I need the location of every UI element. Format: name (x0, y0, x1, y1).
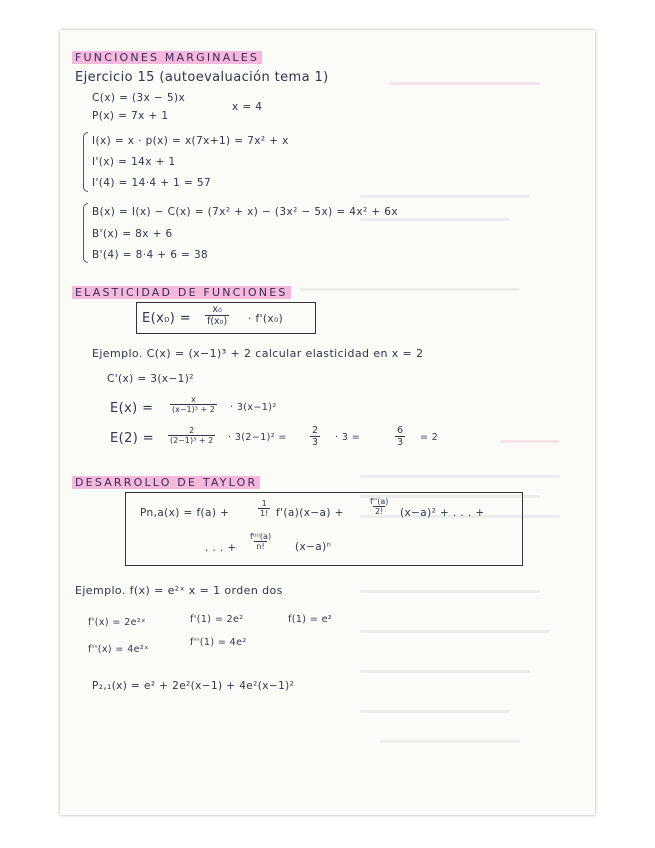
taylor-formula-box (125, 492, 523, 566)
bleed-through-mark (360, 590, 540, 593)
taylor-line1-end: (x−a)² + . . . + (400, 507, 485, 519)
elasticity-e2-left: E(2) = (110, 431, 155, 446)
fraction-numerator: f''(a) (370, 497, 389, 506)
elasticity-e2-end: = 2 (420, 432, 439, 443)
fraction-numerator: 6 (397, 425, 404, 436)
section-title-elasticidad: ELASTICIDAD DE FUNCIONES (72, 281, 291, 300)
fraction-numerator: 1 (261, 499, 267, 508)
fraction-denominator: (2−1)³ + 2 (170, 436, 214, 445)
income-line-1: I(x) = x · p(x) = x(7x+1) = 7x² + x (92, 135, 289, 147)
elasticity-derivative: C'(x) = 3(x−1)² (107, 373, 194, 385)
bleed-through-mark (360, 670, 530, 673)
taylor-line2-start: . . . + (205, 542, 237, 554)
taylor-line1-mid: f'(a)(x−a) + (276, 507, 344, 519)
fraction-denominator: (x−1)³ + 2 (172, 405, 215, 414)
brace (83, 132, 88, 192)
bleed-through-mark (500, 440, 560, 443)
taylor-derivative-2: f''(x) = 4e²ˣ (88, 644, 149, 655)
taylor-fraction-1 (258, 499, 270, 518)
elasticity-e-fraction (170, 395, 217, 414)
bleed-through-mark (390, 82, 540, 85)
notebook-page (60, 30, 595, 815)
taylor-line1-start: Pn,a(x) = f(a) + (140, 507, 230, 519)
exercise-heading: Ejercicio 15 (autoevaluación tema 1) (75, 70, 329, 85)
taylor-line2-end: (x−a)ⁿ (295, 541, 332, 553)
elasticity-e2-fraction-2 (310, 425, 320, 448)
elasticity-e2-mid-2: · 3 = (335, 432, 361, 443)
income-line-2: I'(x) = 14x + 1 (92, 156, 176, 168)
cost-function: C(x) = (3x − 5)x (92, 92, 186, 104)
profit-line-2: B'(x) = 8x + 6 (92, 228, 173, 240)
x-value: x = 4 (232, 101, 263, 113)
taylor-fraction-n (248, 532, 273, 551)
fraction-denominator: 2! (375, 507, 384, 516)
brace (83, 203, 88, 263)
elasticity-example: Ejemplo. C(x) = (x−1)³ + 2 calcular elasticidad en x = 2 (92, 347, 424, 360)
fraction-numerator: 2 (189, 426, 195, 435)
elasticity-e2-mid: · 3(2−1)² = (228, 432, 287, 443)
income-line-3: I'(4) = 14·4 + 1 = 57 (92, 177, 212, 189)
fraction-denominator: 3 (397, 437, 404, 448)
bleed-through-mark (300, 288, 520, 291)
bleed-through-mark (360, 475, 560, 478)
fraction-denominator: n! (256, 542, 265, 551)
taylor-function-value: f(1) = e² (288, 614, 333, 625)
bleed-through-mark (360, 195, 530, 198)
profit-line-3: B'(4) = 8·4 + 6 = 38 (92, 249, 209, 261)
section-title-taylor: DESARROLLO DE TAYLOR (72, 471, 260, 490)
taylor-example: Ejemplo. f(x) = e²ˣ x = 1 orden dos (75, 584, 283, 597)
fraction-numerator: x (191, 395, 196, 404)
fraction-denominator: 3 (312, 437, 319, 448)
bleed-through-mark (360, 218, 510, 221)
taylor-derivative-2-value: f''(1) = 4e² (190, 637, 247, 648)
taylor-fraction-2 (368, 497, 390, 516)
bleed-through-mark (360, 710, 510, 713)
elasticity-e-left: E(x) = (110, 401, 154, 416)
elasticity-formula-right: · f'(x₀) (248, 313, 284, 325)
elasticity-e2-fraction (168, 426, 215, 445)
elasticity-e2-fraction-3 (395, 425, 405, 448)
fraction-denominator: 1! (260, 509, 269, 518)
fraction-numerator: x₀ (212, 304, 222, 315)
section-title-funciones-marginales: FUNCIONES MARGINALES (72, 46, 262, 65)
fraction-denominator: f(x₀) (207, 316, 228, 327)
bleed-through-mark (360, 630, 550, 633)
profit-line-1: B(x) = I(x) − C(x) = (7x² + x) − (3x² − 5x) = 4x² + 6x (92, 206, 398, 218)
fraction-numerator: f⁽ⁿ⁾(a) (250, 532, 272, 541)
elasticity-e-right: · 3(x−1)² (230, 402, 277, 413)
fraction-numerator: 2 (312, 425, 319, 436)
elasticity-formula-left: E(x₀) = (142, 311, 192, 326)
taylor-derivative-1-value: f'(1) = 2e² (190, 614, 244, 625)
taylor-result: P₂,₁(x) = e² + 2e²(x−1) + 4e²(x−1)² (92, 680, 295, 692)
price-function: P(x) = 7x + 1 (92, 110, 169, 122)
taylor-derivative-1: f'(x) = 2e²ˣ (88, 617, 146, 628)
bleed-through-mark (380, 740, 520, 743)
elasticity-formula-fraction (205, 304, 229, 327)
